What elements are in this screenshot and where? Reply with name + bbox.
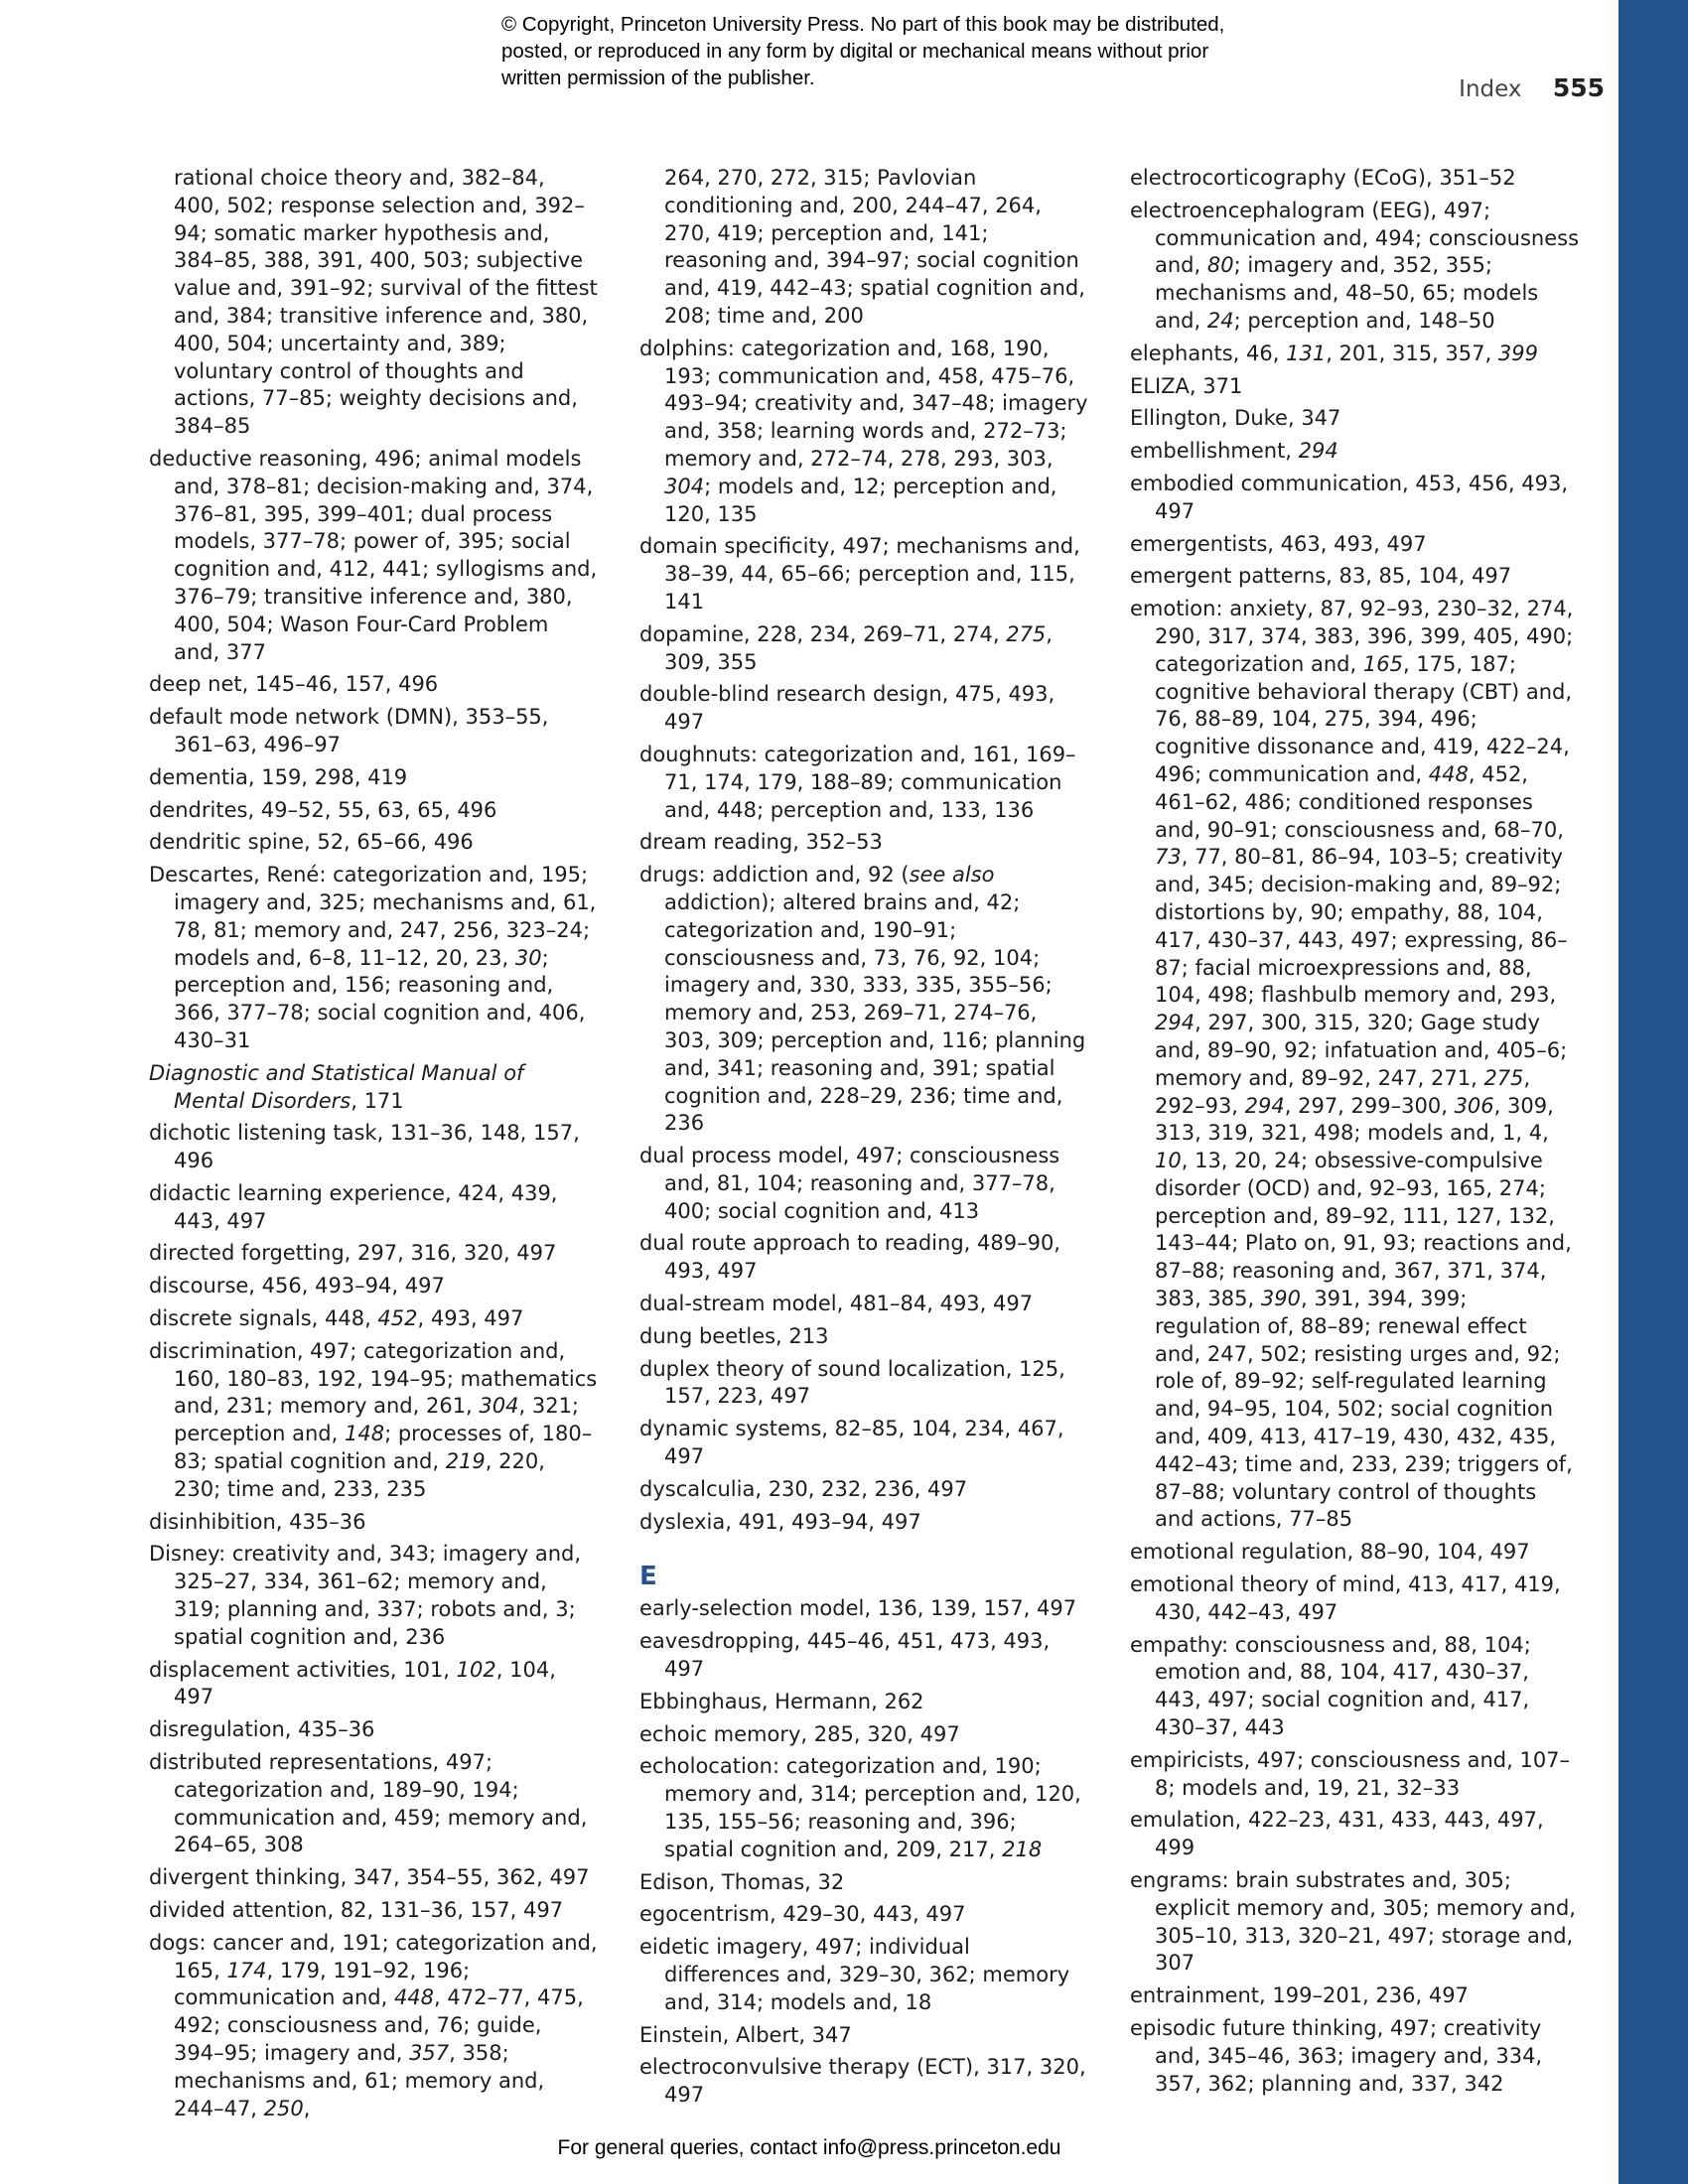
index-entry: echolocation: categorization and, 190; memory and, 314; perception and, 120, 135, 155–56; reasoning and, 396; spatial cognition and, 209, 217, 218 xyxy=(639,1754,1081,1861)
index-entry: rational choice theory and, 382–84, 400, 502; response selection and, 392–94; somatic marker hypothesis and, 384–85, 388, 391, 400, 503; subjective value and, 391–92; survival of the fittest and, 384; transitive inference and, 380, 400, 504; uncertainty and, 389; voluntary control of thoughts and actions, 77–85; weighty decisions and, 384–85 xyxy=(174,166,598,439)
index-entry: Edison, Thomas, 32 xyxy=(639,1869,845,1894)
index-entry: domain specificity, 497; mechanisms and, 38–39, 44, 65–66; perception and, 115, 141 xyxy=(639,534,1080,614)
index-column-1 xyxy=(149,165,598,2127)
index-column-3 xyxy=(1130,165,1579,2103)
index-entry: disinhibition, 435–36 xyxy=(149,1509,366,1534)
index-entry: dual process model, 497; consciousness and, 81, 104; reasoning and, 377–78, 400; social cognition and, 413 xyxy=(639,1144,1060,1223)
section-label: Index xyxy=(1459,76,1522,102)
index-entry: divergent thinking, 347, 354–55, 362, 497 xyxy=(149,1865,590,1890)
index-entry: drugs: addiction and, 92 (see also addiction); altered brains and, 42; categorization and, 190–91; consciousness and, 73, 76, 92, 104; imagery and, 330, 333, 335, 355–56; memory and, 253, 269–71, 274–76, 303, 309; perception and, 116; planning and, 341; reasoning and, 391; spatial cognition and, 228–29, 236; time and, 236 xyxy=(639,863,1086,1136)
index-entry: dementia, 159, 298, 419 xyxy=(149,764,408,789)
index-entry: double-blind research design, 475, 493, 497 xyxy=(639,682,1055,735)
index-entry: dynamic systems, 82–85, 104, 234, 467, 497 xyxy=(639,1417,1064,1469)
index-entry: ELIZA, 371 xyxy=(1130,373,1243,398)
index-entry: empathy: consciousness and, 88, 104; emotion and, 88, 104, 417, 430–37, 443, 497; social cognition and, 417, 430–37, 443 xyxy=(1130,1632,1531,1740)
index-entry: divided attention, 82, 131–36, 157, 497 xyxy=(149,1898,564,1923)
index-entry: early-selection model, 136, 139, 157, 497 xyxy=(639,1596,1077,1621)
index-entry: 264, 270, 272, 315; Pavlovian conditioning and, 200, 244–47, 264, 270, 419; perception and, 141; reasoning and, 394–97; social cognition and, 419, 442–43; spatial cognition and, 208; time and, 200 xyxy=(664,166,1085,328)
index-entry: discrimination, 497; categorization and, 160, 180–83, 192, 194–95; mathematics and, 231; memory and, 261, 304, 321; perception and, 148; processes of, 180–83; spatial cognition and, 219, 220, 230; time and, 233, 235 xyxy=(149,1338,598,1501)
index-entry: electrocorticography (ECoG), 351–52 xyxy=(1130,166,1516,190)
index-entry: eavesdropping, 445–46, 451, 473, 493, 497 xyxy=(639,1629,1051,1682)
index-entry: disregulation, 435–36 xyxy=(149,1717,375,1742)
index-entry: emulation, 422–23, 431, 433, 443, 497, 499 xyxy=(1130,1808,1544,1860)
index-entry: emotion: anxiety, 87, 92–93, 230–32, 274, 290, 317, 374, 383, 396, 399, 405, 490; categorization and, 165, 175, 187; cognitive behavioral therapy (CBT) and, 76, 88–89, 104, 275, 394, 496; cognitive dissonance and, 419, 422–24, 496; communication and, 448, 452, 461–62, 486; conditioned responses and, 90–91; consciousness and, 68–70, 73, 77, 80–81, 86–94, 103–5; creativity and, 345; decision-making and, 89–92; distortions by, 90; empathy, 88, 104, 417, 430–37, 443, 497; expressing, 86–87; facial microexpressions and, 88, 104, 498; flashbulb memory and, 293, 294, 297, 300, 315, 320; Gage study and, 89–90, 92; infatuation and, 405–6; memory and, 89–92, 247, 271, 275, 292–93, 294, 297, 299–300, 306, 309, 313, 319, 321, 498; models and, 1, 4, 10, 13, 20, 24; obsessive-compulsive disorder (OCD) and, 92–93, 165, 274; perception and, 89–92, 111, 127, 132, 143–44; Plato on, 91, 93; reactions and, 87–88; reasoning and, 367, 371, 374, 383, 385, 390, 391, 394, 399; regulation of, 88–89; renewal effect and, 247, 502; resisting urges and, 92; role of, 89–92; self-regulated learning and, 94–95, 104, 502; social cognition and, 409, 413, 417–19, 430, 432, 435, 442–43; time and, 233, 239; triggers of, 87–88; voluntary control of thoughts and actions, 77–85 xyxy=(1130,597,1574,1532)
footer-contact: For general queries, contact info@press.princeton.edu xyxy=(557,2136,1061,2159)
index-entry: default mode network (DMN), 353–55, 361–63, 496–97 xyxy=(149,705,549,756)
page-edge-sidebar xyxy=(1618,0,1688,2184)
index-entry: distributed representations, 497; categorization and, 189–90, 194; communication and, 459; memory and, 264–65, 308 xyxy=(149,1750,588,1857)
index-entry: didactic learning experience, 424, 439, 443, 497 xyxy=(149,1180,558,1233)
index-entry: dopamine, 228, 234, 269–71, 274, 275, 309, 355 xyxy=(639,621,1053,674)
index-entry: dichotic listening task, 131–36, 148, 157, 496 xyxy=(149,1121,580,1173)
index-entry: dyscalculia, 230, 232, 236, 497 xyxy=(639,1476,968,1501)
index-entry: embellishment, 294 xyxy=(1130,439,1338,464)
index-entry: dendritic spine, 52, 65–66, 496 xyxy=(149,830,474,855)
index-entry: dyslexia, 491, 493–94, 497 xyxy=(639,1509,921,1534)
index-entry: Diagnostic and Statistical Manual of Mental Disorders, 171 xyxy=(149,1060,524,1113)
index-entry: emergentists, 463, 493, 497 xyxy=(1130,531,1427,556)
index-entry: Ellington, Duke, 347 xyxy=(1130,406,1341,431)
index-entry: dual-stream model, 481–84, 493, 497 xyxy=(639,1292,1034,1316)
index-entry: episodic future thinking, 497; creativity and, 345–46, 363; imagery and, 334, 357, 362; planning and, 337, 342 xyxy=(1130,2016,1543,2096)
index-entry: entrainment, 199–201, 236, 497 xyxy=(1130,1983,1469,2008)
index-entry: Disney: creativity and, 343; imagery and, 325–27, 334, 361–62; memory and, 319; planning and, 337; robots and, 3; spatial cognition and, 236 xyxy=(149,1542,582,1649)
index-entry: discrete signals, 448, 452, 493, 497 xyxy=(149,1306,524,1331)
index-entry: echoic memory, 285, 320, 497 xyxy=(639,1721,960,1746)
index-entry: egocentrism, 429–30, 443, 497 xyxy=(639,1902,966,1927)
index-entry: dung beetles, 213 xyxy=(639,1323,829,1348)
index-entry: Ebbinghaus, Hermann, 262 xyxy=(639,1689,924,1713)
index-entry: displacement activities, 101, 102, 104, 497 xyxy=(149,1657,556,1709)
index-entry: emergent patterns, 83, 85, 104, 497 xyxy=(1130,564,1512,589)
copyright-notice: © Copyright, Princeton University Press. No part of this book may be distributed, posted, or reproduced in any form by digital or mechanical means without prior written permission of the publisher. xyxy=(501,13,1225,89)
index-column-2 xyxy=(639,165,1088,2115)
index-entry: emotional theory of mind, 413, 417, 419, 430, 442–43, 497 xyxy=(1130,1572,1561,1624)
running-head xyxy=(1430,73,1605,104)
index-entry: dogs: cancer and, 191; categorization and, 165, 174, 179, 191–92, 196; communication and, 448, 472–77, 475, 492; consciousness and, 76; guide, 394–95; imagery and, 357, 358; mechanisms and, 61; memory and, 244–47, 250, xyxy=(149,1930,598,2120)
page-number: 555 xyxy=(1552,73,1605,102)
index-entry: dendrites, 49–52, 55, 63, 65, 496 xyxy=(149,797,497,822)
index-entry: engrams: brain substrates and, 305; explicit memory and, 305; memory and, 305–10, 313, 320–21, 497; storage and, 307 xyxy=(1130,1868,1576,1976)
index-entry: electroencephalogram (EEG), 497; communication and, 494; consciousness and, 80; imagery and, 352, 355; mechanisms and, 48–50, 65; models and, 24; perception and, 148–50 xyxy=(1130,198,1580,333)
index-entry: emotional regulation, 88–90, 104, 497 xyxy=(1130,1540,1530,1565)
index-entry: duplex theory of sound localization, 125, 157, 223, 497 xyxy=(639,1356,1065,1409)
index-entry: Descartes, René: categorization and, 195; imagery and, 325; mechanisms and, 61, 78, 81; memory and, 247, 256, 323–24; models and, 6–8, 11–12, 20, 23, 30; perception and, 156; reasoning and, 366, 377–78; social cognition and, 406, 430–31 xyxy=(149,863,597,1052)
index-entry: discourse, 456, 493–94, 497 xyxy=(149,1274,445,1298)
section-letter: E xyxy=(639,1562,657,1592)
index-entry: Einstein, Albert, 347 xyxy=(639,2022,852,2047)
index-entry: dual route approach to reading, 489–90, 493, 497 xyxy=(639,1231,1060,1284)
index-entry: doughnuts: categorization and, 161, 169–71, 174, 179, 188–89; communication and, 448; perception and, 133, 136 xyxy=(639,742,1076,822)
index-entry: directed forgetting, 297, 316, 320, 497 xyxy=(149,1241,557,1266)
index-entry: electroconvulsive therapy (ECT), 317, 320, 497 xyxy=(639,2055,1086,2108)
index-entry: deductive reasoning, 496; animal models and, 378–81; decision-making and, 374, 376–81, 395, 399–401; dual process models, 377–78; power of, 395; social cognition and, 412, 441; syllogisms and, 376–79; transitive inference and, 380, 400, 504; Wason Four-Card Problem and, 377 xyxy=(149,446,598,664)
index-entry: eidetic imagery, 497; individual differences and, 329–30, 362; memory and, 314; models and, 18 xyxy=(639,1935,1070,2014)
index-entry: deep net, 145–46, 157, 496 xyxy=(149,672,439,697)
index-entry: dolphins: categorization and, 168, 190, 193; communication and, 458, 475–76, 493–94; creativity and, 347–48; imagery and, 358; learning words and, 272–73; memory and, 272–74, 278, 293, 303, 304; models and, 12; perception and, 120, 135 xyxy=(639,336,1088,526)
index-entry: elephants, 46, 131, 201, 315, 357, 399 xyxy=(1130,341,1538,365)
index-entry: dream reading, 352–53 xyxy=(639,830,883,855)
index-entry: empiricists, 497; consciousness and, 107–8; models and, 19, 21, 32–33 xyxy=(1130,1747,1571,1800)
index-entry: embodied communication, 453, 456, 493, 497 xyxy=(1130,471,1569,523)
